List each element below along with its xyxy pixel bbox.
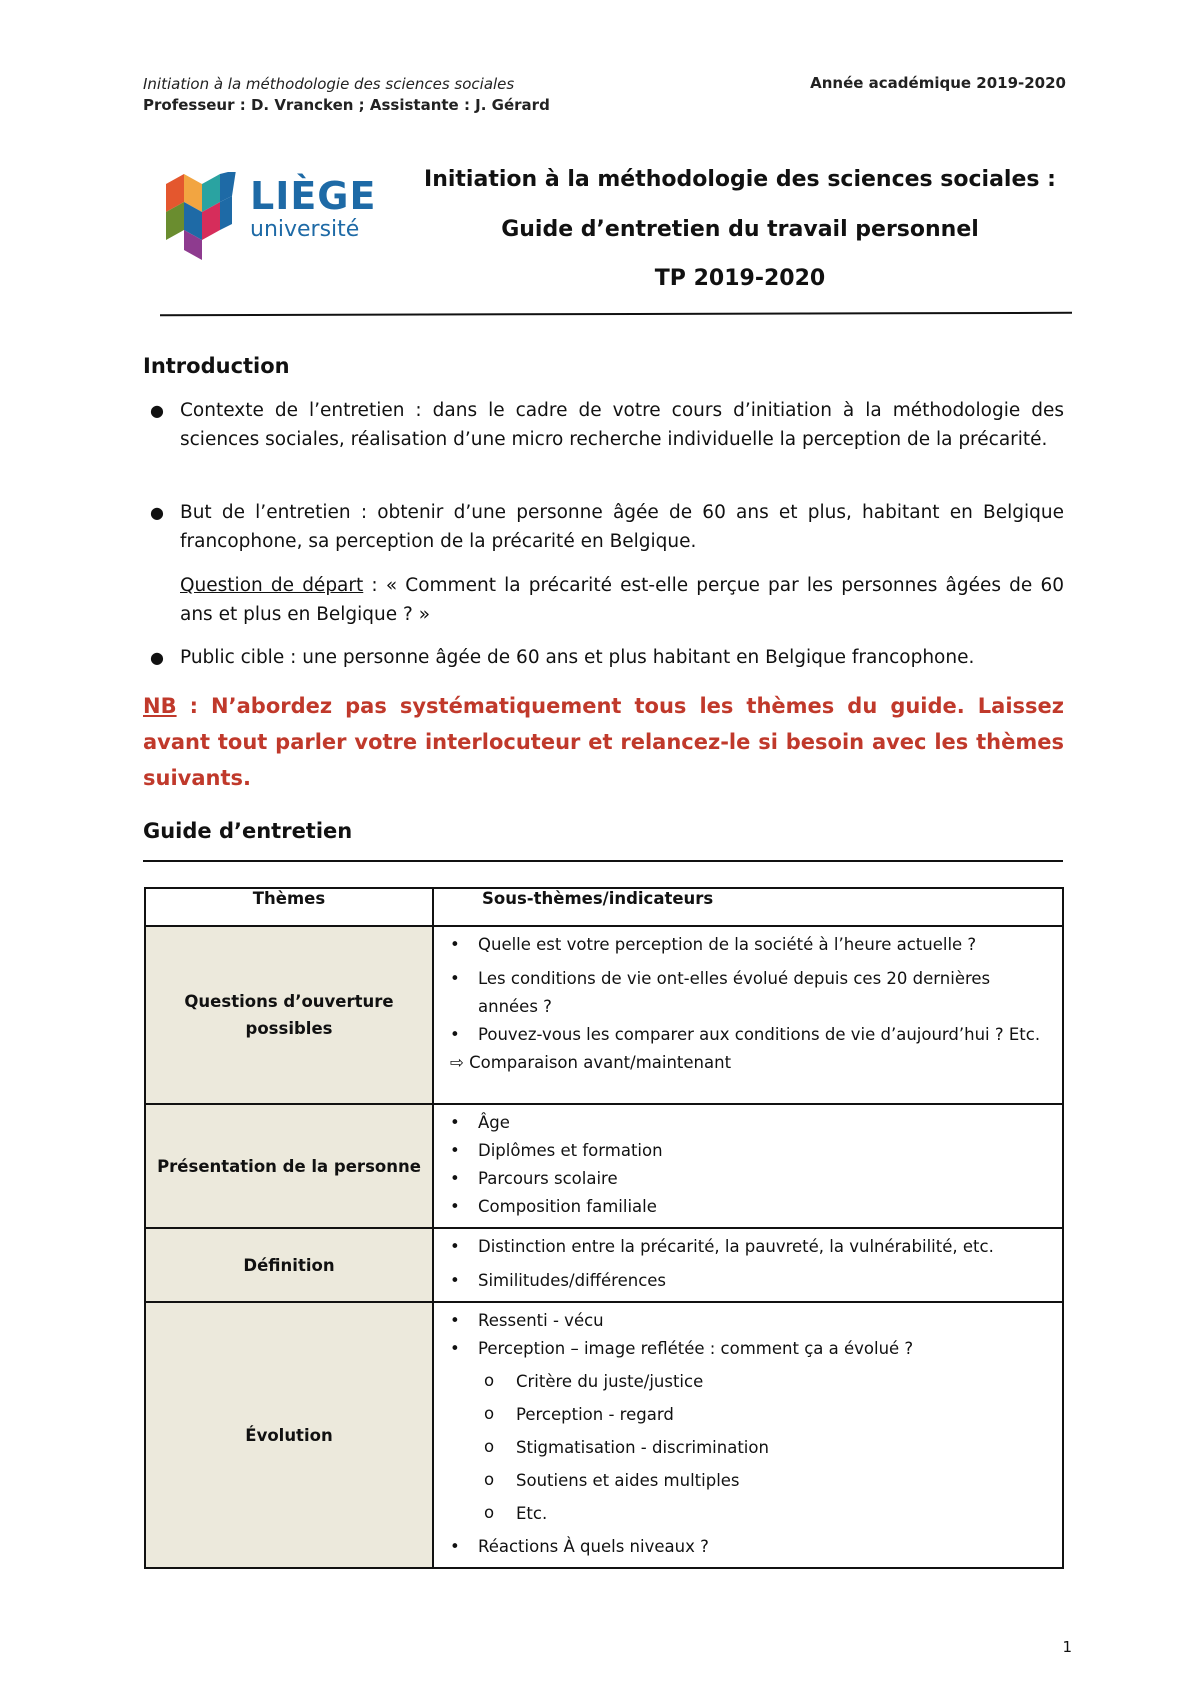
- subtheme-cell: [433, 1302, 1063, 1568]
- list-item: • Âge: [444, 1109, 1052, 1137]
- list-item: • Composition familiale: [444, 1193, 1052, 1221]
- logo-word-liege: LIÈGE: [250, 174, 377, 218]
- theme-cell: Questions d’ouverture possibles: [145, 926, 433, 1104]
- header-academic-year: Année académique 2019-2020: [810, 74, 1066, 92]
- sub-list-item: o Etc.: [444, 1500, 1052, 1528]
- page-number: 1: [1062, 1638, 1072, 1656]
- guide-heading: Guide d’entretien: [143, 819, 353, 843]
- arrow-right-icon: ⇨: [450, 1053, 470, 1072]
- theme-cell: Présentation de la personne: [145, 1104, 433, 1228]
- sub-list-item: o Stigmatisation - discrimination: [444, 1434, 1052, 1462]
- starting-question: [180, 571, 1064, 629]
- starting-question-text: : « Comment la précarité est-elle perçue par les personnes âgées de 60 ans et plus en Belgique ? »: [180, 575, 1064, 625]
- introduction-heading: Introduction: [143, 354, 290, 378]
- theme-cell: Définition: [145, 1228, 433, 1302]
- bullet-icon: ●: [150, 503, 164, 522]
- comparison-note-text: Comparaison avant/maintenant: [469, 1053, 732, 1072]
- bullet-icon: ●: [150, 648, 164, 667]
- table-header-row: [145, 888, 1063, 926]
- list-item: • Diplômes et formation: [444, 1137, 1052, 1165]
- table-row: [145, 1302, 1063, 1568]
- theme-cell: Évolution: [145, 1302, 433, 1568]
- table-row: [145, 1228, 1063, 1302]
- subtheme-cell: [433, 1228, 1063, 1302]
- header-professor: Professeur : D. Vrancken ; Assistante : J. Gérard: [143, 96, 550, 114]
- guide-divider: [143, 860, 1063, 862]
- title-line-3: TP 2019-2020: [654, 266, 826, 291]
- intro-goal-bullet: But de l’entretien : obtenir d’une personne âgée de 60 ans et plus, habitant en Belgique francophone, sa perception de la précarité en Belgique.: [180, 502, 1064, 552]
- starting-question-label: Question de départ: [180, 575, 364, 596]
- list-item: • Ressenti - vécu: [444, 1307, 1052, 1335]
- list-item: • Réactions À quels niveaux ?: [444, 1533, 1052, 1561]
- list-item: • Similitudes/différences: [444, 1267, 1052, 1295]
- nb-label: NB: [143, 694, 177, 718]
- nb-warning: [143, 688, 1064, 796]
- sub-list-item: o Soutiens et aides multiples: [444, 1467, 1052, 1495]
- interview-guide-table: [144, 887, 1064, 1569]
- header-course: Initiation à la méthodologie des sciences sociales: [143, 75, 515, 93]
- sub-list-item: o Critère du juste/justice: [444, 1368, 1052, 1396]
- logo-mark-icon: [166, 172, 242, 260]
- university-logo: [166, 172, 376, 260]
- list-item: • Quelle est votre perception de la société à l’heure actuelle ?: [444, 931, 1052, 959]
- sub-list-item: o Perception - regard: [444, 1401, 1052, 1429]
- list-item: • Pouvez-vous les comparer aux conditions de vie d’aujourd’hui ? Etc.: [444, 1021, 1052, 1049]
- running-header-left: [143, 74, 550, 116]
- column-header-themes: Thèmes: [145, 888, 433, 926]
- list-item: • Perception – image reflétée : comment ça a évolué ?: [444, 1335, 1052, 1363]
- intro-context-bullet: Contexte de l’entretien : dans le cadre de votre cours d’initiation à la méthodologie des sciences sociales, réalisation d’une micro recherche individuelle la perception de la précarité.: [180, 400, 1064, 450]
- list-item: • Distinction entre la précarité, la pauvreté, la vulnérabilité, etc.: [444, 1233, 1052, 1261]
- title-line-2: Guide d’entretien du travail personnel: [501, 217, 979, 242]
- list-item: • Les conditions de vie ont-elles évolué depuis ces 20 dernières années ?: [444, 965, 1052, 1021]
- table-row: [145, 1104, 1063, 1228]
- comparison-note: [444, 1049, 1052, 1077]
- logo-word-universite: université: [250, 217, 360, 242]
- subtheme-cell: [433, 926, 1063, 1104]
- nb-text: : N’abordez pas systématiquement tous les thèmes du guide. Laissez avant tout parler votre interlocuteur et relancez-le si besoin avec les thèmes suivants.: [143, 694, 1064, 790]
- list-item: • Parcours scolaire: [444, 1165, 1052, 1193]
- column-header-subthemes: Sous-thèmes/indicateurs: [433, 888, 1063, 926]
- title-line-1: Initiation à la méthodologie des sciences sociales :: [424, 167, 1056, 192]
- table-row: [145, 926, 1063, 1104]
- subtheme-cell: [433, 1104, 1063, 1228]
- intro-target-bullet: Public cible : une personne âgée de 60 ans et plus habitant en Belgique francophone.: [180, 647, 975, 668]
- title-divider: [160, 312, 1072, 316]
- bullet-icon: ●: [150, 401, 164, 420]
